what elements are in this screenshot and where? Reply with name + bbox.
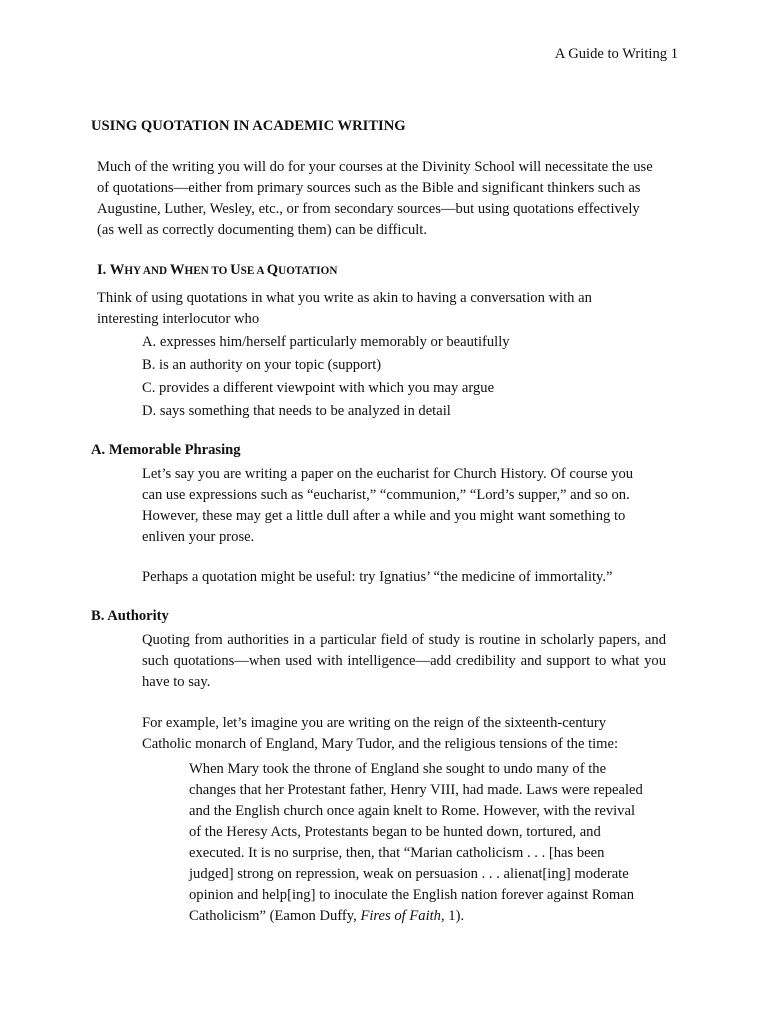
book-title: Fires of Faith, xyxy=(360,908,445,924)
section-a-heading: A. Memorable Phrasing xyxy=(91,442,241,458)
paragraph-line: For example, let’s imagine you are writing on the reign of the sixteenth-century xyxy=(142,715,607,731)
paragraph-line: However, these may get a little dull after a while and you might want something to xyxy=(142,508,626,524)
paragraph-line: can use expressions such as “eucharist,” “communion,” “Lord’s supper,” and so on. xyxy=(142,487,630,503)
running-head: A Guide to Writing 1 xyxy=(554,46,678,62)
quote-citation: 1). xyxy=(444,908,465,924)
heading-cap: U xyxy=(230,262,241,278)
intro-line: (as well as correctly documenting them) can be difficult. xyxy=(97,222,427,238)
list-item: C. provides a different viewpoint with which you may argue xyxy=(142,380,495,396)
list-item: B. is an authority on your topic (support) xyxy=(142,357,382,373)
heading-smallcaps: SE A xyxy=(240,265,267,277)
section-b-paragraph-1: Quoting from authorities in a particular field of study is routine in scholarly papers, and such quotations—when used with intelligence—add credibility and support to what you have to say. xyxy=(142,632,666,690)
quote-line: executed. It is no surprise, then, that “Marian catholicism . . . [has been xyxy=(189,845,605,861)
heading-smallcaps: UOTATION xyxy=(278,265,338,277)
section-a-paragraph-1 xyxy=(142,464,682,548)
section-1-number: I. xyxy=(97,262,110,278)
quote-line: judged] strong on repression, weak on persuasion . . . alienat[ing] moderate xyxy=(189,866,629,882)
reasons-list xyxy=(142,331,510,423)
intro-line: of quotations—either from primary sources such as the Bible and significant thinkers such as xyxy=(97,180,641,196)
document-title: USING QUOTATION IN ACADEMIC WRITING xyxy=(91,118,406,134)
heading-cap: Q xyxy=(266,262,279,278)
quote-line: When Mary took the throne of England she sought to undo many of the xyxy=(189,761,607,777)
quote-line: changes that her Protestant father, Henry VIII, had made. Laws were repealed xyxy=(189,782,643,798)
intro-line: Much of the writing you will do for your courses at the Divinity School will necessitate the use xyxy=(97,159,653,175)
paragraph-line: enliven your prose. xyxy=(142,529,255,545)
quote-line: opinion and help[ing] to inoculate the English nation forever against Roman xyxy=(189,887,635,903)
heading-cap: W xyxy=(109,262,125,278)
heading-cap: W xyxy=(169,262,185,278)
paragraph-line: Let’s say you are writing a paper on the eucharist for Church History. Of course you xyxy=(142,466,634,482)
block-quote xyxy=(189,759,667,927)
section-1-heading xyxy=(97,262,337,279)
lead-line: interesting interlocutor who xyxy=(97,311,260,327)
heading-smallcaps: HY AND xyxy=(124,265,170,277)
section-b-paragraph-2 xyxy=(142,713,682,755)
quote-line: of the Heresy Acts, Protestants began to be hunted down, tortured, and xyxy=(189,824,601,840)
intro-line: Augustine, Luther, Wesley, etc., or from secondary sources—but using quotations effectively xyxy=(97,201,640,217)
quote-line: and the English church once again knelt to Rome. However, with the revival xyxy=(189,803,636,819)
list-item: D. says something that needs to be analyzed in detail xyxy=(142,403,451,419)
list-item: A. expresses him/herself particularly memorably or beautifully xyxy=(142,334,510,350)
section-1-lead xyxy=(97,288,682,330)
section-b-heading: B. Authority xyxy=(91,608,169,624)
intro-paragraph xyxy=(97,157,682,241)
section-a-paragraph-2: Perhaps a quotation might be useful: try Ignatius’ “the medicine of immortality.” xyxy=(142,569,613,585)
paragraph-line: Catholic monarch of England, Mary Tudor, and the religious tensions of the time: xyxy=(142,736,619,752)
quote-line xyxy=(189,906,667,927)
lead-line: Think of using quotations in what you write as akin to having a conversation with an xyxy=(97,290,592,306)
quote-text: Catholicism” (Eamon Duffy, xyxy=(189,908,361,924)
heading-smallcaps: HEN TO xyxy=(184,265,231,277)
